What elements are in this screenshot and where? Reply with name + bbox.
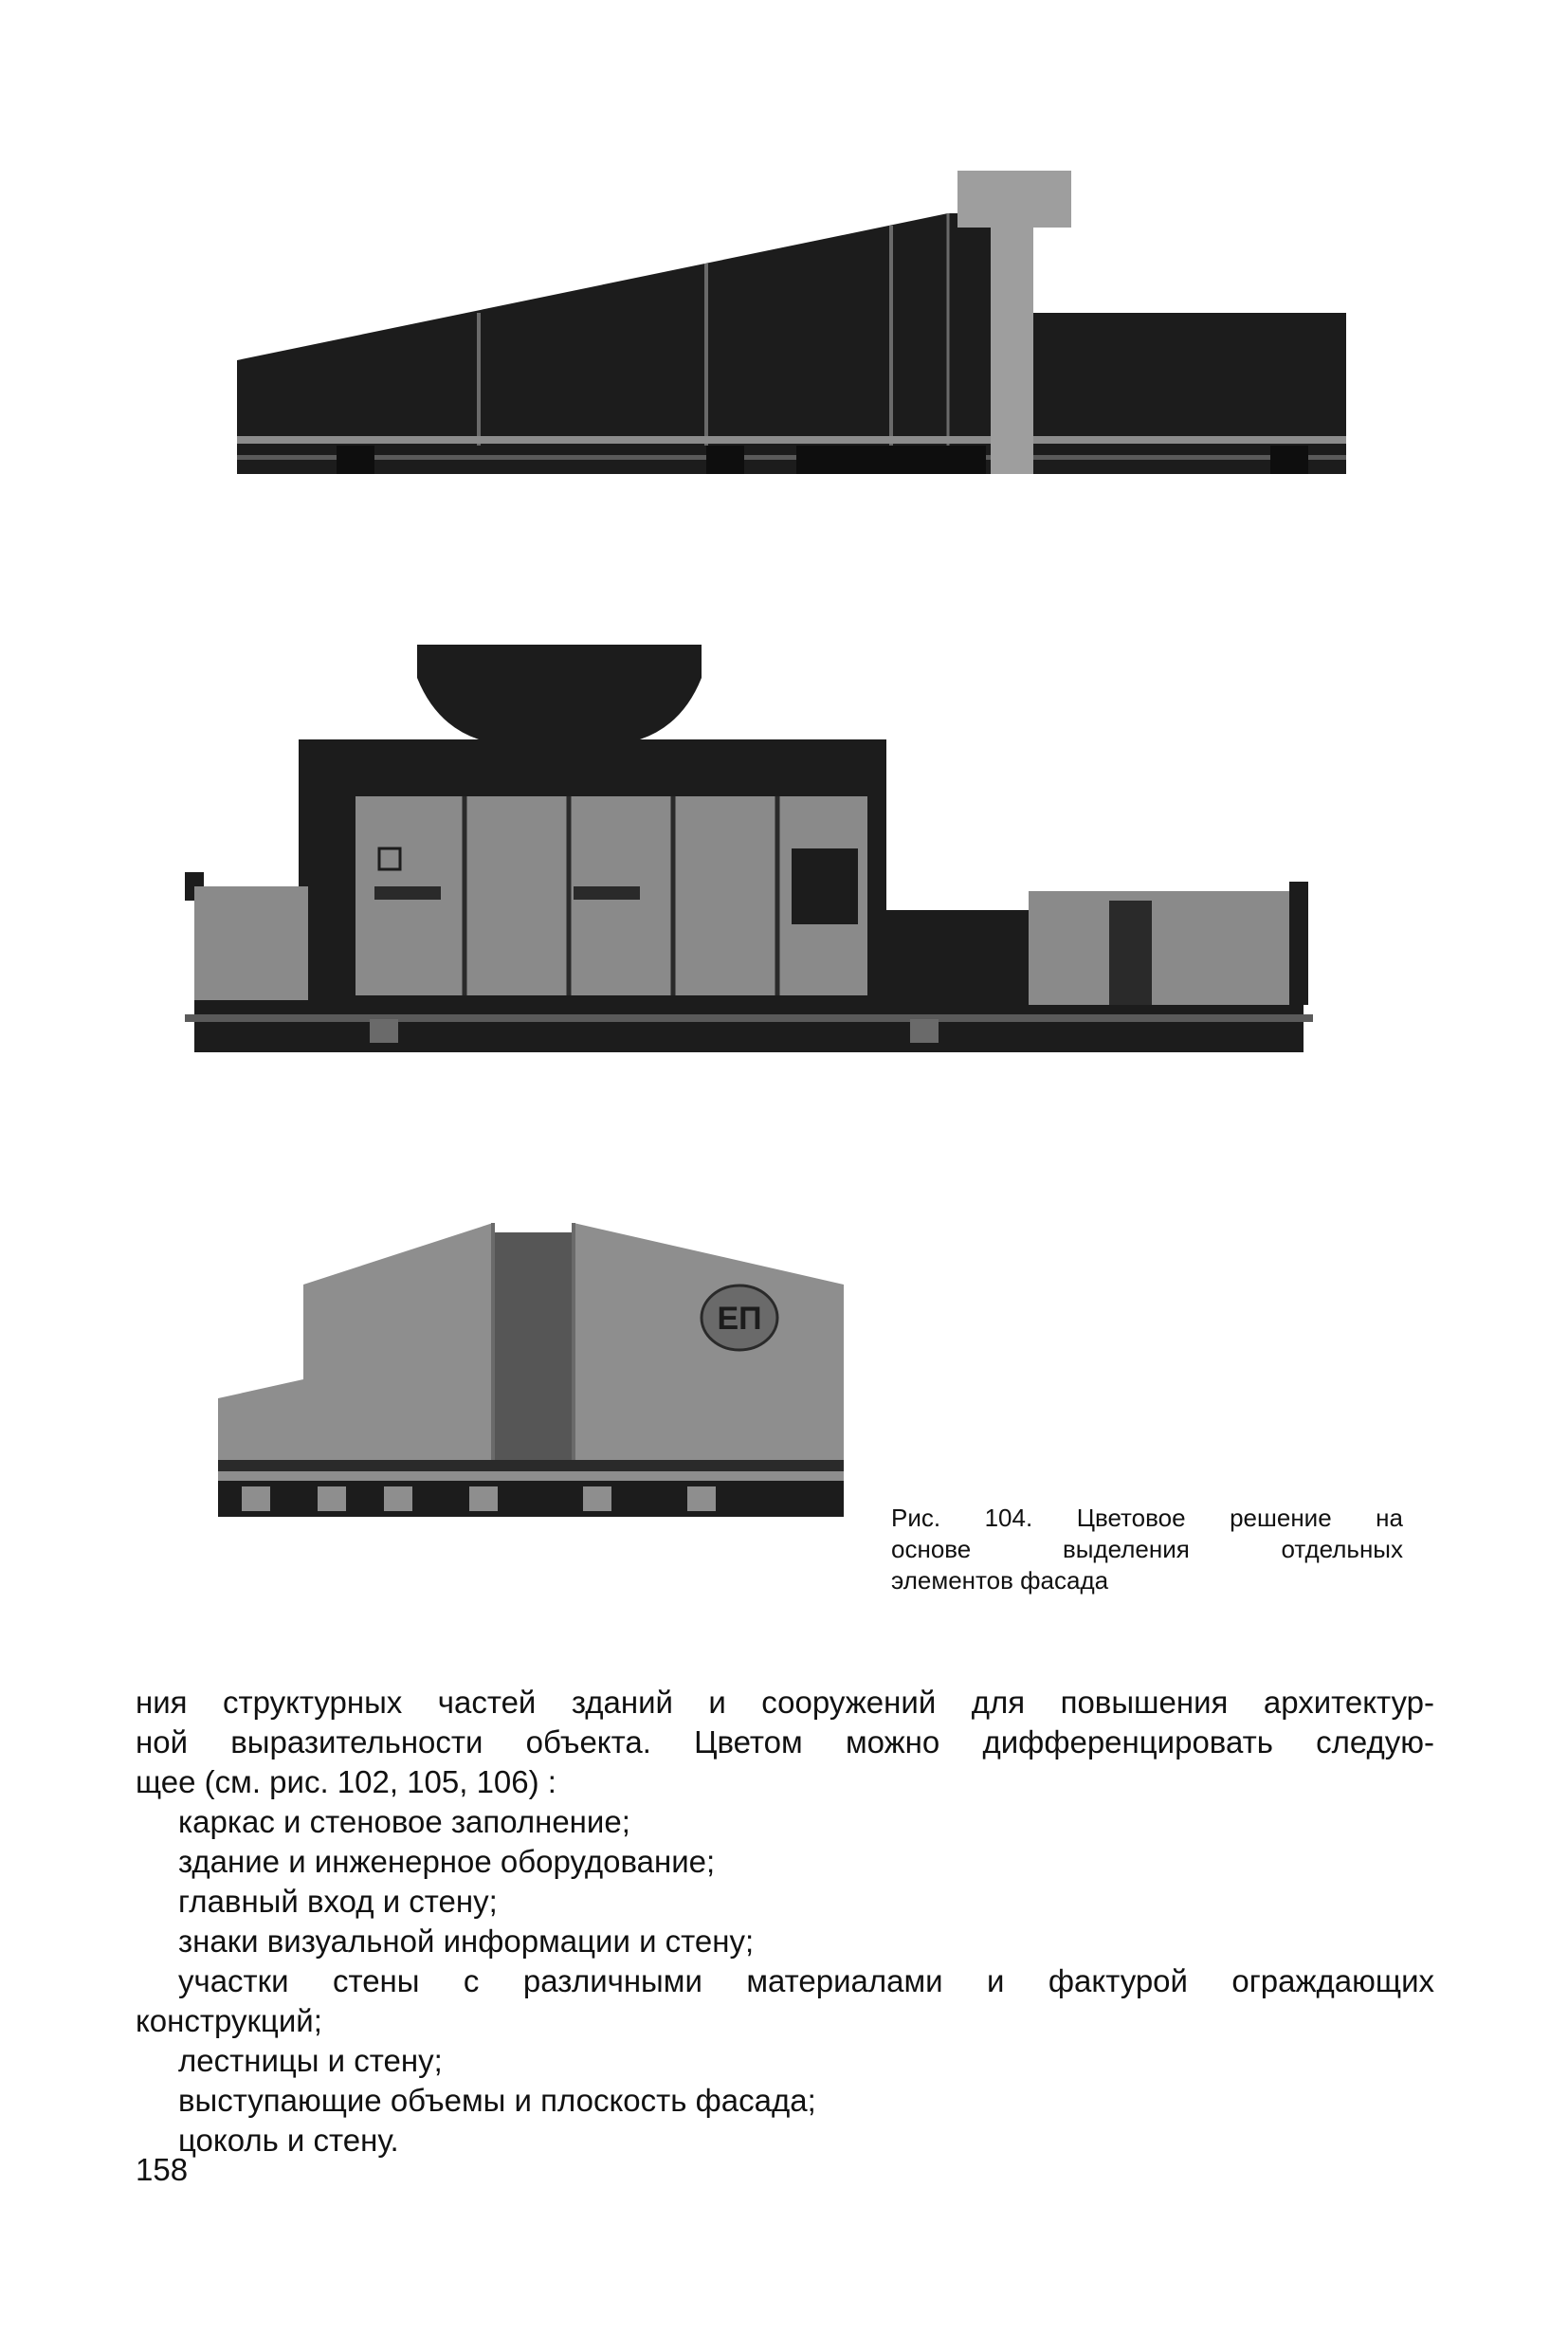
facade-2-main-block [299,739,886,1052]
facade-illustration-3 [209,1185,853,1526]
facade-2-right-wing [1029,882,1308,1052]
list-item: знаки визуальной информации и стену; [178,1924,755,1959]
facade-2-connector [886,910,1029,1052]
caption-line: основе выделения отдельных [891,1535,1403,1563]
facade-illustration-1 [228,161,1422,521]
list-item-continuation: конструкций; [136,2003,322,2038]
caption-line: Рис. 104. Цветовое решение на [891,1504,1403,1532]
paragraph-line: ния структурных частей зданий и сооружений для повышения архитектур- [136,1685,1434,1720]
facade-illustration-2 [171,635,1441,1062]
caption-line: элементов фасада [891,1566,1109,1595]
list-item: участки стены с различными материалами и фактурой ограждающих [178,1963,1434,1998]
list-item: цоколь и стену. [178,2123,399,2158]
facade-3-logo [702,1285,777,1350]
list-item: лестницы и стену; [178,2043,443,2078]
paragraph-line: ной выразительности объекта. Цветом можно дифференцировать следую- [136,1724,1434,1759]
list-item: выступающие объемы и плоскость фасада; [178,2083,816,2118]
paragraph-line: щее (см. рис. 102, 105, 106) : [136,1764,556,1799]
logo-text: ЕП [717,1301,762,1337]
facade-1-body [237,213,1346,474]
list-item: главный вход и стену; [178,1884,498,1919]
figure-caption [891,1503,1403,1596]
list-item: каркас и стеновое заполнение; [178,1804,630,1839]
facade-2-top-element [417,645,702,739]
page-number: 158 [136,2152,189,2187]
facade-2-left-wing [185,872,308,1052]
list-item: здание и инженерное оборудование; [178,1844,716,1879]
facade-3-plinth [218,1460,844,1517]
body-text [136,1683,1434,2161]
